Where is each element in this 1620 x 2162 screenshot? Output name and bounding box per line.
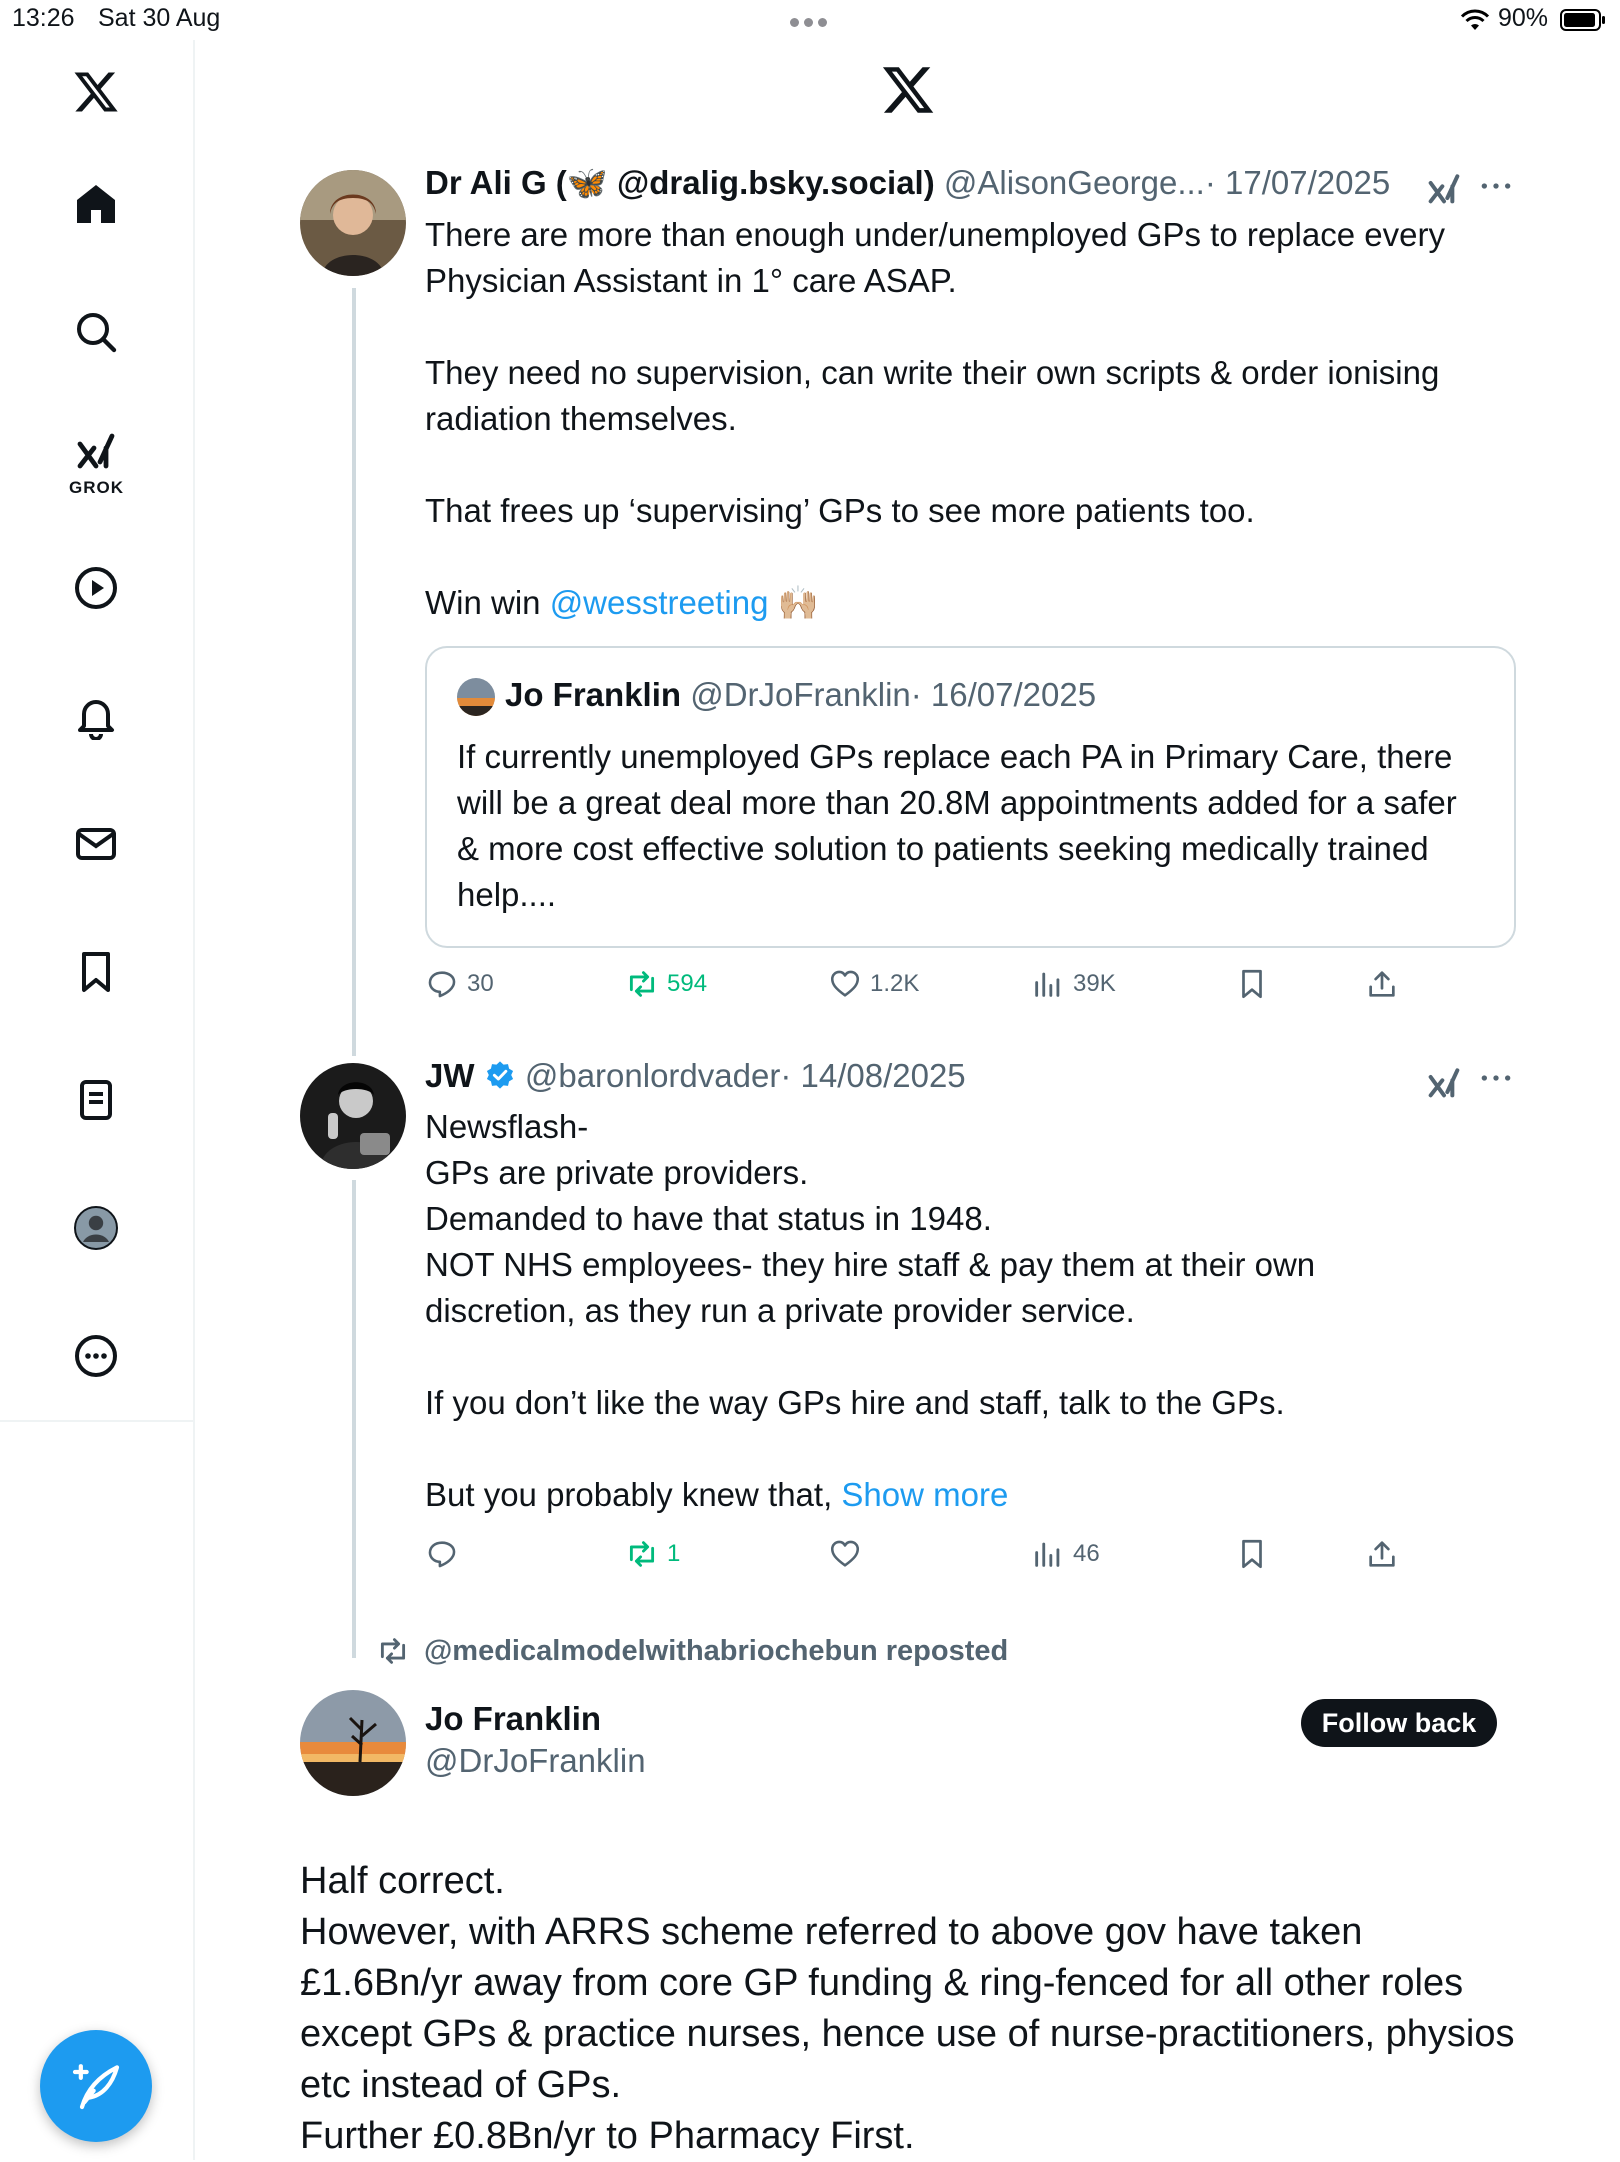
grok-icon[interactable]	[1424, 1062, 1464, 1102]
repost-icon	[625, 967, 659, 1001]
tweet-paragraph: GPs are private providers.	[425, 1154, 809, 1191]
battery-percentage: 90%	[1498, 4, 1549, 32]
tweet-text	[425, 212, 1505, 626]
tweet-actions	[425, 1532, 1425, 1576]
share-button[interactable]	[1365, 1532, 1407, 1576]
views-chart-icon	[1031, 967, 1065, 1001]
emoji: 🙌🏼	[777, 584, 819, 621]
handle[interactable]: @DrJoFranklin	[425, 1742, 646, 1779]
tweet-header	[425, 164, 1390, 203]
sidebar-divider	[0, 1420, 193, 1422]
tweet-text-segment: But you probably knew that,	[425, 1476, 842, 1513]
status-date: Sat 30 Aug	[98, 4, 221, 32]
sidebar	[0, 40, 195, 2160]
grok-icon[interactable]	[66, 420, 126, 480]
share-icon	[1365, 1537, 1399, 1571]
tweet-paragraph: They need no supervision, can write their own scripts & order ionising radiation themselves.	[425, 354, 1440, 437]
grok-label: GROK	[69, 478, 124, 497]
tweet-paragraph: Half correct.	[300, 1860, 505, 1902]
handle[interactable]: @AlisonGeorge...	[943, 164, 1205, 201]
display-name[interactable]: Dr Ali G (🦋 @dralig.bsky.social)	[425, 164, 935, 201]
bookmark-button[interactable]	[1235, 1532, 1277, 1576]
repost-count: 1	[667, 1540, 681, 1567]
reply-button[interactable]	[425, 1532, 467, 1576]
display-name[interactable]: JW	[425, 1057, 475, 1094]
views-chart-icon	[1031, 1537, 1065, 1571]
display-name: Jo Franklin	[505, 676, 682, 713]
tweet-paragraph: NOT NHS employees- they hire staff & pay them at their own discretion, as they run a private provider service.	[425, 1246, 1316, 1329]
views-button[interactable]	[1031, 1532, 1100, 1576]
view-count: 46	[1073, 1540, 1100, 1567]
view-count: 39K	[1073, 970, 1116, 997]
reply-icon	[425, 967, 459, 1001]
verified-badge-icon	[484, 1059, 516, 1091]
wifi-icon	[1460, 8, 1490, 32]
more-options-icon[interactable]	[66, 1326, 126, 1386]
tweet-paragraph: That frees up ‘supervising’ GPs to see more patients too.	[425, 492, 1255, 529]
messages-envelope-icon[interactable]	[66, 814, 126, 874]
show-more-link[interactable]: Show more	[841, 1476, 1009, 1513]
tweet-text	[425, 1104, 1375, 1518]
tweet-header	[425, 1057, 966, 1095]
compose-post-button[interactable]	[40, 2030, 152, 2142]
quoted-tweet-header	[505, 676, 1096, 714]
repost-button[interactable]	[625, 962, 707, 1006]
tweet-paragraph: Newsflash-	[425, 1108, 589, 1145]
follow-back-button[interactable]: Follow back	[1301, 1699, 1497, 1747]
repost-button[interactable]	[625, 1532, 680, 1576]
tweet-text-segment: Win win	[425, 584, 550, 621]
status-time: 13:26	[12, 4, 75, 32]
more-options-icon[interactable]	[1476, 166, 1516, 206]
post-date[interactable]: · 14/08/2025	[780, 1057, 966, 1094]
share-button[interactable]	[1365, 962, 1407, 1006]
repost-count: 594	[667, 970, 708, 997]
bookmark-icon	[1235, 1537, 1269, 1571]
repost-icon	[376, 1634, 410, 1668]
like-button[interactable]	[828, 962, 919, 1006]
thread-connector-line	[352, 1180, 356, 1658]
more-options-icon[interactable]	[1476, 1058, 1516, 1098]
video-play-icon[interactable]	[66, 558, 126, 618]
repost-context[interactable]	[376, 1634, 1008, 1668]
heart-icon	[828, 1537, 862, 1571]
multitasking-dots-icon[interactable]	[790, 14, 834, 24]
post-date: · 16/07/2025	[910, 676, 1097, 713]
repost-context-text: @medicalmodelwithabriochebun reposted	[424, 1634, 1009, 1667]
notifications-bell-icon[interactable]	[66, 686, 126, 746]
quoted-tweet-text: If currently unemployed GPs replace each PA in Primary Care, there will be a great deal more than 20.8M appointments added for a safer & more cost effective solution to patients seeking medically trained help....	[457, 738, 1457, 913]
avatar	[457, 678, 495, 716]
share-icon	[1365, 967, 1399, 1001]
lists-icon[interactable]	[66, 1070, 126, 1130]
bookmark-icon	[1235, 967, 1269, 1001]
post-date[interactable]: · 17/07/2025	[1204, 164, 1391, 201]
search-icon[interactable]	[66, 302, 126, 362]
tweet-actions	[425, 962, 1425, 1006]
main-tweet-text	[300, 1856, 1530, 2162]
mention-link[interactable]: @wesstreeting	[549, 584, 769, 621]
bookmarks-icon[interactable]	[66, 942, 126, 1002]
reply-icon	[425, 1537, 459, 1571]
profile-avatar-icon[interactable]	[66, 1198, 126, 1258]
tweet-paragraph	[425, 580, 1505, 626]
tweet-paragraph: There are more than enough under/unemployed GPs to replace every Physician Assistant in 1° care ASAP.	[425, 216, 1445, 299]
reply-count: 30	[467, 970, 494, 997]
heart-icon	[828, 967, 862, 1001]
like-count: 1.2K	[870, 970, 920, 997]
x-logo-icon[interactable]	[66, 62, 126, 122]
home-icon[interactable]	[66, 174, 126, 234]
grok-icon[interactable]	[1424, 168, 1464, 208]
reply-button[interactable]	[425, 962, 494, 1006]
avatar[interactable]	[300, 1063, 406, 1169]
display-name[interactable]: Jo Franklin	[425, 1700, 602, 1737]
repost-icon	[625, 1537, 659, 1571]
status-bar	[0, 0, 1620, 40]
thread-connector-line	[352, 288, 356, 1056]
avatar[interactable]	[300, 1690, 406, 1796]
bookmark-button[interactable]	[1235, 962, 1277, 1006]
like-button[interactable]	[828, 1532, 870, 1576]
tweet-paragraph: Further £0.8Bn/yr to Pharmacy First.	[300, 2115, 915, 2157]
battery-icon	[1560, 8, 1606, 32]
tweet-paragraph: However, with ARRS scheme referred to above gov have taken £1.6Bn/yr away from core GP funding & ring-fenced for all other roles except GPs & practice nurses, hence use of nurse-practitioners, physios etc instead of GPs.	[300, 1911, 1515, 2106]
handle[interactable]: @baronlordvader	[524, 1057, 781, 1094]
x-logo-icon[interactable]	[880, 62, 936, 118]
handle: @DrJoFranklin	[690, 676, 911, 713]
avatar[interactable]	[300, 170, 406, 276]
tweet-paragraph	[425, 1472, 1375, 1518]
tweet-paragraph: Demanded to have that status in 1948.	[425, 1200, 992, 1237]
tweet-paragraph: If you don’t like the way GPs hire and staff, talk to the GPs.	[425, 1384, 1285, 1421]
quoted-tweet-card[interactable]	[425, 646, 1516, 948]
compose-feather-icon	[68, 2058, 124, 2114]
views-button[interactable]	[1031, 962, 1116, 1006]
